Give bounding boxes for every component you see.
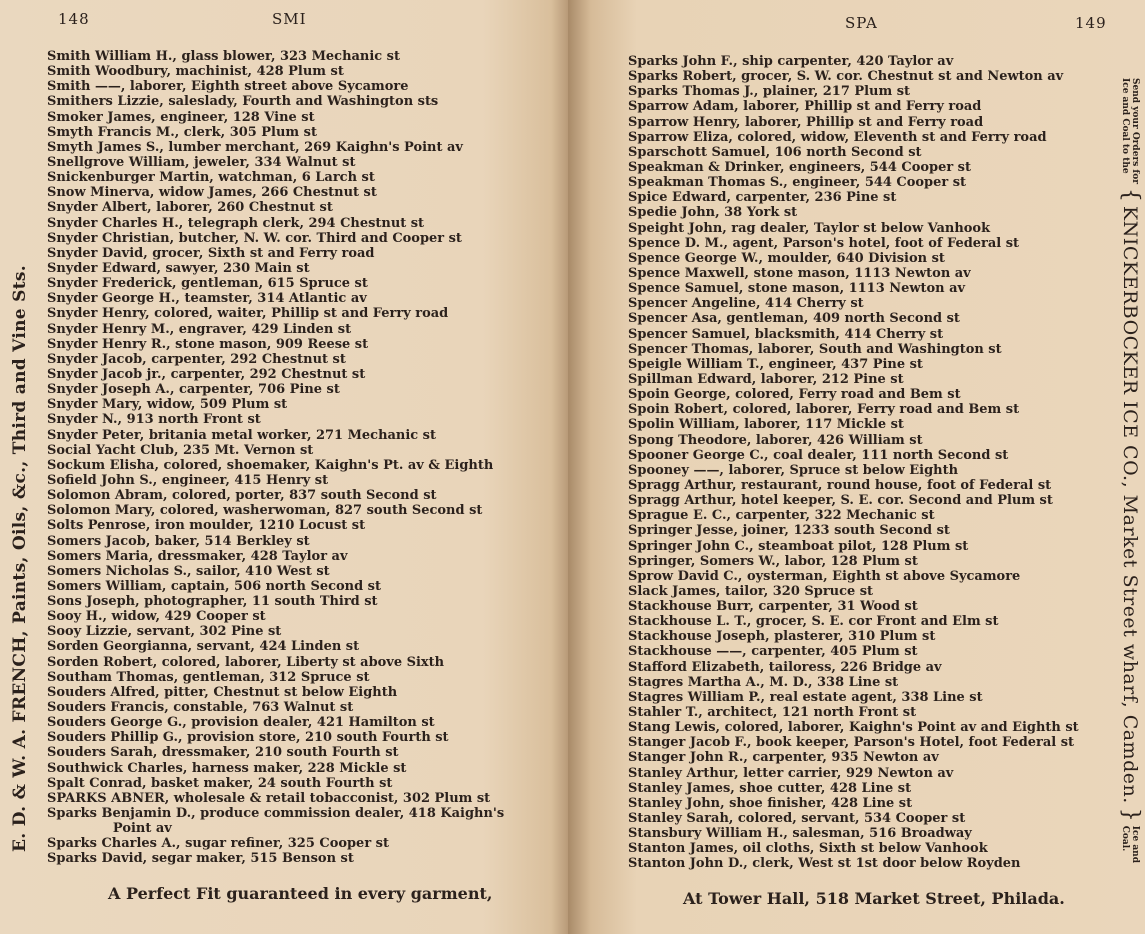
directory-entry: Spooner George C., coal dealer, 111 north Second st bbox=[628, 446, 1009, 462]
directory-entry: Spence George W., moulder, 640 Division st bbox=[628, 249, 945, 265]
directory-entry: Spoin George, colored, Ferry road and Bem st bbox=[628, 386, 961, 402]
directory-entry: Sparks Robert, grocer, S. W. cor. Chestnut st and Newton av bbox=[628, 68, 1064, 84]
directory-entry-continuation: Point av bbox=[112, 820, 172, 836]
directory-entry: Stafford Elizabeth, tailoress, 226 Bridge av bbox=[628, 658, 942, 674]
directory-entry: Smyth Francis M., clerk, 305 Plum st bbox=[47, 123, 317, 139]
ad-lead bbox=[1121, 78, 1141, 184]
directory-entry: Stanger John R., carpenter, 935 Newton av bbox=[628, 749, 939, 765]
directory-entry: Stagres Martha A., M. D., 338 Line st bbox=[628, 673, 899, 689]
directory-entry: Souders Sarah, dressmaker, 210 south Fourth st bbox=[47, 744, 399, 760]
directory-entry: Snyder Joseph A., carpenter, 706 Pine st bbox=[47, 381, 340, 397]
ad-tail bbox=[1121, 826, 1141, 863]
directory-entry: Spoin Robert, colored, laborer, Ferry road and Bem st bbox=[628, 401, 1020, 417]
directory-entry: Spencer Asa, gentleman, 409 north Second st bbox=[628, 310, 960, 326]
directory-entry: Speakman Thomas S., engineer, 544 Cooper st bbox=[628, 174, 967, 190]
directory-entry: Solomon Mary, colored, washerwoman, 827 south Second st bbox=[47, 502, 483, 518]
running-head: SPA bbox=[845, 14, 878, 32]
directory-entry: Stanley Arthur, letter carrier, 929 Newton av bbox=[628, 764, 954, 780]
page-number: 149 bbox=[1075, 14, 1107, 32]
directory-entry: Snyder Christian, butcher, N. W. cor. Third and Cooper st bbox=[47, 229, 462, 245]
directory-entry: Souders Francis, constable, 763 Walnut st bbox=[47, 699, 354, 715]
directory-entry: Sorden Robert, colored, laborer, Liberty st above Sixth bbox=[47, 653, 445, 669]
directory-entry: Spragg Arthur, hotel keeper, S. E. cor. Second and Plum st bbox=[628, 492, 1053, 508]
directory-entry: Stang Lewis, colored, laborer, Kaighn's Point av and Eighth st bbox=[628, 719, 1079, 735]
directory-entry: Snyder Edward, sawyer, 230 Main st bbox=[47, 259, 310, 275]
directory-entry: Stahler T., architect, 121 north Front st bbox=[628, 704, 917, 720]
side-advertisement: E. D. & W. A. FRENCH, Paints, Oils, &c., Third and Vine Sts. bbox=[10, 265, 30, 852]
running-head: SMI bbox=[272, 10, 307, 28]
directory-entry: Sprague E. C., carpenter, 322 Mechanic st bbox=[628, 507, 935, 523]
directory-entry: Sooy H., widow, 429 Cooper st bbox=[47, 608, 266, 624]
directory-entry: Stanton John D., clerk, West st 1st door below Royden bbox=[628, 855, 1021, 871]
directory-entry: Snyder Henry, colored, waiter, Phillip st and Ferry road bbox=[47, 305, 449, 321]
directory-entry: Solts Penrose, iron moulder, 1210 Locust st bbox=[47, 517, 366, 533]
directory-entries bbox=[47, 48, 504, 866]
directory-entry: Snyder Henry R., stone mason, 909 Reese st bbox=[47, 335, 369, 351]
directory-entry: Sparks Charles A., sugar refiner, 325 Cooper st bbox=[47, 835, 389, 851]
directory-entry: Sockum Elisha, colored, shoemaker, Kaighn's Pt. av & Eighth bbox=[47, 456, 494, 472]
directory-entry: Sparschott Samuel, 106 north Second st bbox=[628, 143, 922, 159]
side-advertisement bbox=[1118, 78, 1143, 863]
directory-entry: Springer John C., steamboat pilot, 128 Plum st bbox=[628, 537, 969, 553]
directory-entry: Spong Theodore, laborer, 426 William st bbox=[628, 431, 923, 447]
directory-entry: Sofield John S., engineer, 415 Henry st bbox=[47, 471, 329, 487]
directory-entry: Sparks David, segar maker, 515 Benson st bbox=[47, 850, 354, 866]
directory-entry: Snickenburger Martin, watchman, 6 Larch st bbox=[47, 169, 375, 185]
directory-entry: Snyder Albert, laborer, 260 Chestnut st bbox=[47, 199, 333, 215]
directory-entry: Springer Jesse, joiner, 1233 south Second st bbox=[628, 522, 950, 538]
directory-entry: Smith ——, laborer, Eighth street above Sycamore bbox=[47, 78, 409, 94]
directory-entry: Southwick Charles, harness maker, 228 Mickle st bbox=[47, 759, 407, 775]
directory-entry: Snyder N., 913 north Front st bbox=[47, 411, 261, 427]
directory-entry: Souders Alfred, pitter, Chestnut st below Eighth bbox=[47, 683, 398, 699]
directory-entry: Speight John, rag dealer, Taylor st below Vanhook bbox=[628, 219, 991, 235]
directory-entry: Sprow David C., oysterman, Eighth st above Sycamore bbox=[628, 567, 1021, 583]
directory-entry: Solomon Abram, colored, porter, 837 south Second st bbox=[47, 487, 437, 503]
page-number: 148 bbox=[58, 10, 90, 28]
directory-entry: Snyder Frederick, gentleman, 615 Spruce st bbox=[47, 275, 368, 291]
directory-entry: Stanley Sarah, colored, servant, 534 Cooper st bbox=[628, 810, 966, 826]
directory-entry: Snyder Peter, britania metal worker, 271 Mechanic st bbox=[47, 426, 436, 442]
directory-entry: Stanley John, shoe finisher, 428 Line st bbox=[628, 794, 913, 810]
directory-entry: Stanton James, oil cloths, Sixth st below Vanhook bbox=[628, 840, 988, 856]
directory-entry: Speakman & Drinker, engineers, 544 Cooper st bbox=[628, 158, 971, 174]
brace-glyph: { bbox=[1118, 188, 1143, 203]
directory-entry: Stagres William P., real estate agent, 338 Line st bbox=[628, 688, 983, 704]
directory-entry: Snyder David, grocer, Sixth st and Ferry road bbox=[47, 244, 375, 260]
directory-entry: Spencer Thomas, laborer, South and Washington st bbox=[628, 340, 1002, 356]
directory-entry: Spence Maxwell, stone mason, 1113 Newton av bbox=[628, 264, 971, 280]
directory-entry: Smithers Lizzie, saleslady, Fourth and Washington sts bbox=[47, 93, 439, 109]
directory-entry: Smoker James, engineer, 128 Vine st bbox=[47, 108, 315, 124]
directory-entry: Stackhouse ——, carpenter, 405 Plum st bbox=[628, 643, 918, 659]
directory-entry: Sparks Benjamin D., produce commission dealer, 418 Kaighn's bbox=[47, 805, 505, 821]
directory-entry: Sparrow Adam, laborer, Phillip st and Ferry road bbox=[628, 98, 982, 114]
directory-entry: Smith Woodbury, machinist, 428 Plum st bbox=[47, 63, 344, 79]
directory-entry: Snow Minerva, widow James, 266 Chestnut st bbox=[47, 184, 377, 200]
directory-entry: Snyder Charles H., telegraph clerk, 294 Chestnut st bbox=[47, 214, 425, 230]
directory-entry: Speigle William T., engineer, 437 Pine st bbox=[628, 355, 923, 371]
directory-entry: Spalt Conrad, basket maker, 24 south Fourth st bbox=[47, 774, 393, 790]
directory-entry: Spencer Angeline, 414 Cherry st bbox=[628, 295, 864, 311]
directory-entry: Somers Maria, dressmaker, 428 Taylor av bbox=[47, 547, 348, 563]
page-footer: At Tower Hall, 518 Market Street, Philada. bbox=[683, 889, 1065, 908]
directory-entry: Stanley James, shoe cutter, 428 Line st bbox=[628, 779, 912, 795]
ad-tail-line: Ice and bbox=[1130, 825, 1141, 863]
directory-entry: Spence Samuel, stone mason, 1113 Newton av bbox=[628, 280, 966, 296]
directory-entry: Smith William H., glass blower, 323 Mechanic st bbox=[47, 48, 400, 63]
brace-glyph: } bbox=[1118, 807, 1143, 822]
directory-entries bbox=[628, 53, 1079, 871]
directory-entry: Southam Thomas, gentleman, 312 Spruce st bbox=[47, 668, 370, 684]
directory-entry: Sparks Thomas J., plainer, 217 Plum st bbox=[628, 83, 911, 99]
right-page bbox=[568, 0, 1145, 934]
directory-entry: Somers William, captain, 506 north Second st bbox=[47, 577, 381, 593]
directory-entry: Sparrow Eliza, colored, widow, Eleventh st and Ferry road bbox=[628, 128, 1047, 144]
directory-entry: Social Yacht Club, 235 Mt. Vernon st bbox=[47, 441, 314, 457]
directory-entry: Souders George G., provision dealer, 421 Hamilton st bbox=[47, 714, 435, 730]
directory-entry: Stansbury William H., salesman, 516 Broadway bbox=[628, 825, 972, 841]
directory-entry: Spragg Arthur, restaurant, round house, foot of Federal st bbox=[628, 476, 1052, 492]
directory-entry: Sparrow Henry, laborer, Phillip st and Ferry road bbox=[628, 113, 984, 129]
directory-entry: Stackhouse Joseph, plasterer, 310 Plum st bbox=[628, 628, 936, 644]
left-page bbox=[0, 0, 568, 934]
ad-lead-line: Ice and Coal to the bbox=[1120, 78, 1131, 174]
directory-entry: Spice Edward, carpenter, 236 Pine st bbox=[628, 189, 897, 205]
directory-entry: Spence D. M., agent, Parson's hotel, foot of Federal st bbox=[628, 234, 1019, 250]
ad-company: KNICKERBOCKER ICE CO., Market Street wharf, Camden. bbox=[1119, 206, 1142, 804]
directory-entry: Spooney ——, laborer, Spruce st below Eighth bbox=[628, 461, 959, 477]
directory-entry: Souders Phillip G., provision store, 210 south Fourth st bbox=[47, 729, 449, 745]
directory-entry: Somers Jacob, baker, 514 Berkley st bbox=[47, 532, 310, 548]
directory-entry: Stackhouse L. T., grocer, S. E. cor Front and Elm st bbox=[628, 613, 999, 629]
directory-entry: Sorden Georgianna, servant, 424 Linden st bbox=[47, 638, 360, 654]
ad-tail-line: Coal. bbox=[1120, 825, 1131, 852]
directory-entry: Snellgrove William, jeweler, 334 Walnut st bbox=[47, 153, 356, 169]
directory-entry: Snyder Jacob, carpenter, 292 Chestnut st bbox=[47, 350, 346, 366]
directory-entry: SPARKS ABNER, wholesale & retail tobacconist, 302 Plum st bbox=[47, 789, 491, 805]
directory-entry: Snyder Henry M., engraver, 429 Linden st bbox=[47, 320, 352, 336]
directory-entry: Sons Joseph, photographer, 11 south Third st bbox=[47, 593, 378, 609]
directory-entry: Somers Nicholas S., sailor, 410 West st bbox=[47, 562, 330, 578]
directory-entry: Spedie John, 38 York st bbox=[628, 204, 798, 220]
directory-entry: Sooy Lizzie, servant, 302 Pine st bbox=[47, 623, 282, 639]
ad-lead-line: Send your Orders for bbox=[1130, 78, 1141, 185]
directory-entry: Stanger Jacob F., book keeper, Parson's Hotel, foot Federal st bbox=[628, 734, 1075, 750]
directory-entry: Snyder Mary, widow, 509 Plum st bbox=[47, 396, 288, 412]
directory-entry: Springer, Somers W., labor, 128 Plum st bbox=[628, 552, 918, 568]
directory-entry: Spolin William, laborer, 117 Mickle st bbox=[628, 416, 904, 432]
directory-entry: Smyth James S., lumber merchant, 269 Kaighn's Point av bbox=[47, 138, 463, 154]
directory-entry: Stackhouse Burr, carpenter, 31 Wood st bbox=[628, 598, 918, 614]
directory-entry: Slack James, tailor, 320 Spruce st bbox=[628, 582, 874, 598]
directory-entry: Snyder Jacob jr., carpenter, 292 Chestnut st bbox=[47, 365, 366, 381]
directory-entry: Spencer Samuel, blacksmith, 414 Cherry st bbox=[628, 325, 944, 341]
directory-entry: Snyder George H., teamster, 314 Atlantic av bbox=[47, 290, 367, 306]
directory-entry: Spillman Edward, laborer, 212 Pine st bbox=[628, 370, 904, 386]
directory-entry: Sparks John F., ship carpenter, 420 Taylor av bbox=[628, 53, 954, 68]
page-footer: A Perfect Fit guaranteed in every garment, bbox=[108, 884, 493, 903]
